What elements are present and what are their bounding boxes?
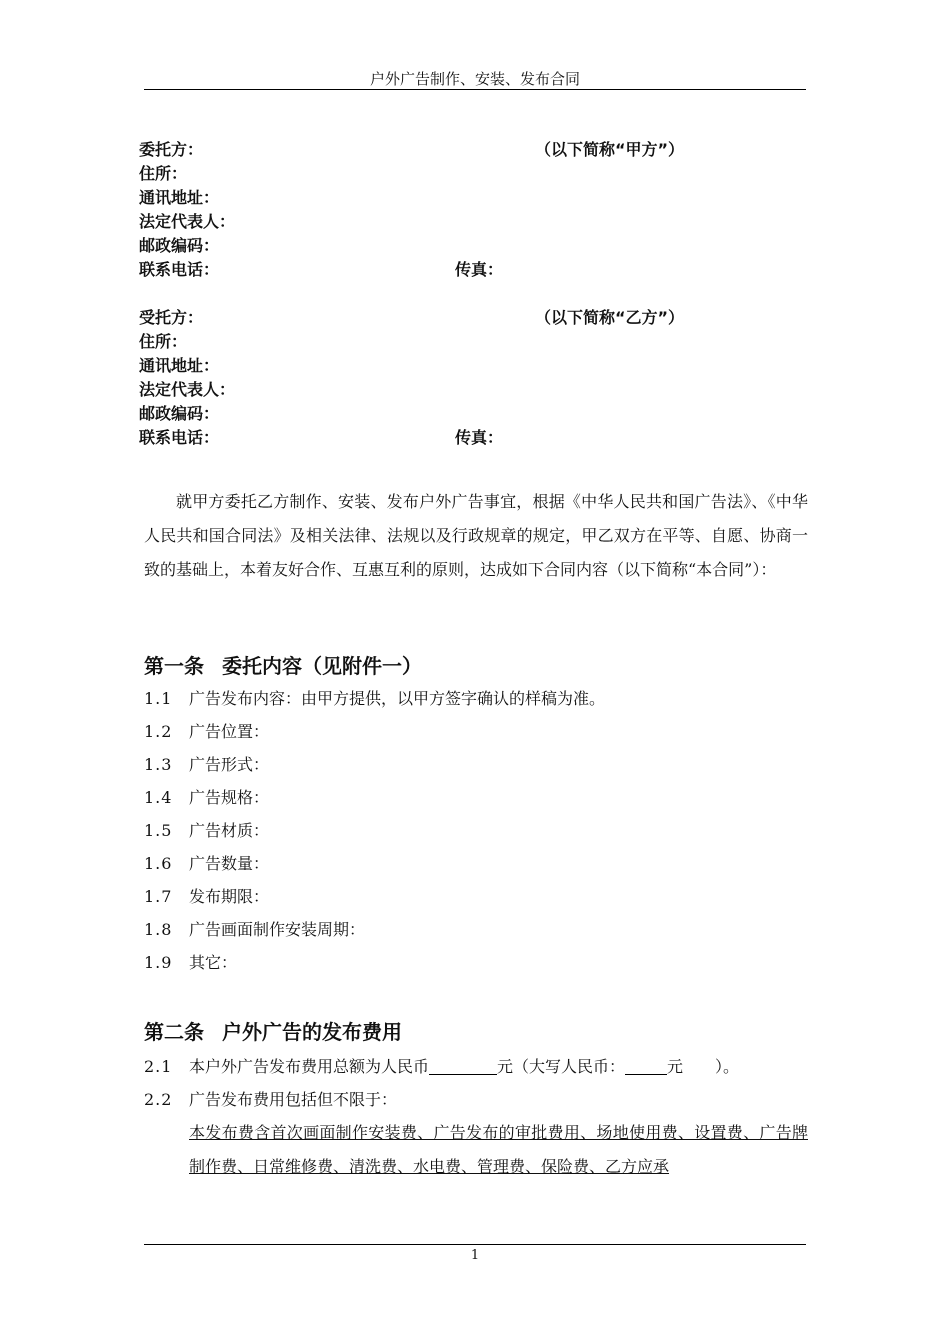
party-a-alias: （以下简称“甲方”） [535,140,685,159]
list-item [144,946,814,979]
item-text: 广告发布费用包括但不限于： [189,1090,398,1109]
item-number: 1.7 [144,887,173,906]
item-text: 其它： [189,953,238,972]
item-number: 1.6 [144,854,173,873]
fee-text-prefix: 本户外广告发布费用总额为人民币 [189,1057,430,1076]
article-2-items [144,1050,814,1116]
item-text: 广告材质： [189,821,270,840]
article-1-heading [144,650,422,679]
item-text: 广告数量： [189,854,270,873]
item-number: 1.4 [144,788,173,807]
party-b-label: 受托方： [139,308,204,327]
list-item [144,880,814,913]
article-1-items [144,682,814,979]
fee-text-middle: 元（大写人民币： [497,1057,626,1076]
page-header-title: 户外广告制作、安装、发布合同 [369,70,580,88]
article-2-number: 第二条 [144,1020,204,1044]
party-a-address: 住所： [139,164,188,183]
party-b-alias: （以下简称“乙方”） [535,308,685,327]
intro-text: 就甲方委托乙方制作、安装、发布户外广告事宜，根据《中华人民共和国广告法》、《中华人民共和国合同法》及相关法律、法规以及行政规章的规定，甲乙双方在平等、自愿、协商一致的基础上，本着友好合作、互惠互利的原则，达成如下合同内容（以下简称“本合同”）： [144,492,808,579]
item-text: 广告画面制作安装周期： [189,920,366,939]
fee-text-suffix: 元 ）。 [667,1057,740,1076]
party-a-zip: 邮政编码： [139,236,220,255]
item-number: 1.3 [144,755,173,774]
item-text: 发布期限： [189,887,270,906]
party-b-address: 住所： [139,332,188,351]
party-a-fax: 传真： [455,260,504,279]
item-number: 1.1 [144,689,173,708]
party-a-phone: 联系电话： [139,260,220,279]
list-item [144,1050,814,1083]
list-item [144,781,814,814]
article-1-number: 第一条 [144,654,204,678]
article-1-title: 委托内容（见附件一） [222,654,422,678]
item-text: 广告规格： [189,788,270,807]
list-item [144,1083,814,1116]
intro-paragraph [144,485,808,587]
party-a-mail-address: 通讯地址： [139,188,220,207]
article-2-heading [144,1016,402,1045]
party-b-zip: 邮政编码： [139,404,220,423]
list-item [144,847,814,880]
party-a-representative: 法定代表人： [139,212,236,231]
fee-amount-blank [429,1056,497,1075]
list-item [144,748,814,781]
page-number: 1 [470,1248,480,1263]
list-item [144,814,814,847]
item-text: 广告发布内容：由甲方提供，以甲方签字确认的样稿为准。 [189,689,606,708]
item-text: 广告位置： [189,722,270,741]
fee-uppercase-blank [625,1056,667,1075]
list-item [144,682,814,715]
item-number: 2.2 [144,1090,173,1109]
article-2-title: 户外广告的发布费用 [222,1020,402,1044]
item-number: 1.9 [144,953,173,972]
party-b-phone: 联系电话： [139,428,220,447]
list-item [144,715,814,748]
fee-detail-paragraph: 本发布费含首次画面制作安装费、广告发布的审批费用、场地使用费、设置费、广告牌制作费、日常维修费、清洗费、水电费、管理费、保险费、乙方应承 [189,1123,808,1176]
party-b-fax: 传真： [455,428,504,447]
party-b-mail-address: 通讯地址： [139,356,220,375]
party-a-label: 委托方： [139,140,204,159]
header-rule [144,89,806,90]
footer-rule [144,1244,806,1245]
item-number: 1.5 [144,821,173,840]
item-number: 2.1 [144,1057,173,1076]
item-number: 1.8 [144,920,173,939]
party-a-block [139,138,819,282]
party-b-representative: 法定代表人： [139,380,236,399]
item-text: 广告形式： [189,755,270,774]
party-b-block [139,306,819,450]
list-item [144,913,814,946]
item-number: 1.2 [144,722,173,741]
